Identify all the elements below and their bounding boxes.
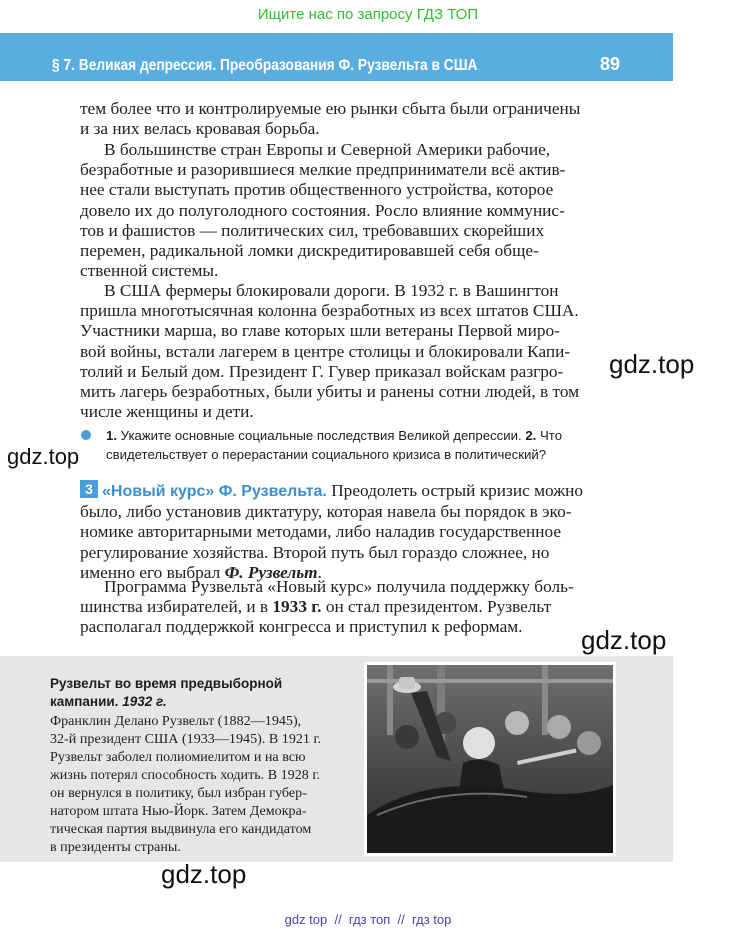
text-fragment: именно его выбрал	[80, 562, 221, 582]
caption-title	[50, 675, 350, 711]
question-2-text: свидетельствует о перерастании социального кризиса в политический?	[106, 447, 547, 462]
section-text-start: Преодолеть острый кризис можно	[331, 481, 584, 500]
text-line: В США фермеры блокировали дороги. В 1932 г. в Вашингтон	[104, 281, 559, 300]
roosevelt-photo	[364, 662, 616, 856]
text-line: и за них велась кровавая борьба.	[80, 119, 320, 139]
text-line: тов и фашистов — политических сил, требовавших скорейших	[80, 220, 545, 240]
caption-year: 1932 г.	[122, 694, 167, 709]
text-line: числе женщины и дети.	[80, 402, 254, 422]
roosevelt-name: Ф. Рузвельт	[224, 562, 318, 582]
text-line: довело их до полуголодного состояния. Росло влияние коммунис-	[80, 200, 565, 220]
text-line: было, либо установив диктатуру, которая навела бы порядок в эко-	[80, 502, 572, 522]
caption-line: Рузвельт заболел полиомиелитом и на всю	[50, 749, 306, 765]
watermark: gdz.top	[609, 349, 695, 379]
text-line: тем более что и контролируемые ею рынки сбыта были ограничены	[80, 99, 581, 118]
paragraph-1	[80, 99, 588, 139]
text-line: вой войны, встали лагерем в центре столицы и блокировали Капи-	[80, 341, 571, 361]
footer-links[interactable]: gdz top // гдз топ // гдз top	[284, 912, 452, 927]
text-line: нее стали выступать против общественного устройства, которое	[80, 180, 554, 200]
text-line: перемен, радикальной ломки дискредитировавшей себя обще-	[80, 241, 539, 261]
caption-line: натором штата Нью-Йорк. Затем Демокра-	[50, 803, 307, 819]
text-line: пришла многотысячная колонна безработных из всех штатов США.	[80, 301, 579, 321]
text-line: располагал поддержкой конгресса и приступил к реформам.	[80, 617, 523, 637]
section-3-paragraph	[80, 480, 588, 583]
question-1-text: Укажите основные социальные последствия Великой депрессии.	[120, 428, 522, 443]
text-line: ственной системы.	[80, 261, 219, 281]
questions-line-1	[80, 426, 600, 445]
year-1933: 1933 г.	[272, 597, 322, 617]
text-line	[80, 480, 588, 502]
page-number: 89	[600, 54, 621, 74]
paragraph-5	[80, 577, 588, 638]
paragraph-3	[80, 281, 588, 422]
text-line: Участники марша, во главе которых шли ветераны Первой миро-	[80, 321, 560, 341]
caption-line: 32-й президент США (1933—1945). В 1921 г.	[50, 731, 322, 747]
caption-body	[50, 712, 342, 856]
section-title: «Новый курс» Ф. Рузвельта.	[102, 483, 327, 500]
text-line: толий и Белый дом. Президент Г. Гувер приказал войскам разгро-	[80, 361, 564, 381]
text-fragment: .	[317, 562, 322, 582]
question-1-number: 1.	[106, 428, 117, 443]
top-banner[interactable]: Ищите нас по запросу ГДЗ ТОП	[257, 6, 479, 23]
text-line: В большинстве стран Европы и Северной Америки рабочие,	[104, 140, 551, 159]
review-questions	[80, 426, 600, 464]
paragraph-2	[80, 140, 588, 281]
caption-line: жизнь потерял способность ходить. В 1928 г.	[50, 767, 321, 783]
watermark: gdz.top	[581, 625, 667, 655]
text-fragment: шинства избирателей, и в	[80, 597, 269, 617]
caption-line: тическая партия выдвинула его кандидатом	[50, 821, 312, 837]
caption-line: он вернулся в политику, был избран губер-	[50, 785, 307, 801]
text-line: номике авторитарными методами, либо наладив государственное	[80, 522, 562, 542]
text-line	[80, 597, 588, 617]
caption-title-text: Рузвельт во время предвыборной кампании.	[50, 676, 283, 709]
text-line: Программа Рузвельта «Новый курс» получила поддержку боль-	[104, 577, 574, 596]
question-2-text-start: Что	[540, 428, 563, 443]
photo-illustration	[367, 665, 613, 853]
chapter-title: § 7. Великая депрессия. Преобразования Ф. Рузвельта в США	[52, 57, 478, 74]
text-line: безработные и разорившиеся мелкие предприниматели всё актив-	[80, 160, 566, 180]
section-number-badge: 3	[80, 480, 98, 498]
caption-line: в президенты страны.	[50, 839, 181, 855]
question-2-number: 2.	[525, 428, 537, 443]
watermark: gdz.top	[161, 859, 247, 889]
text-line: мить лагерь безработных, были убиты и ранены сотни людей, в том	[80, 382, 580, 402]
text-fragment: он стал президентом. Рузвельт	[325, 597, 552, 617]
caption-line: Франклин Делано Рузвельт (1882—1945),	[50, 713, 302, 729]
watermark: gdz.top	[7, 444, 80, 469]
text-line: регулирование хозяйства. Второй путь был гораздо сложнее, но	[80, 542, 550, 562]
